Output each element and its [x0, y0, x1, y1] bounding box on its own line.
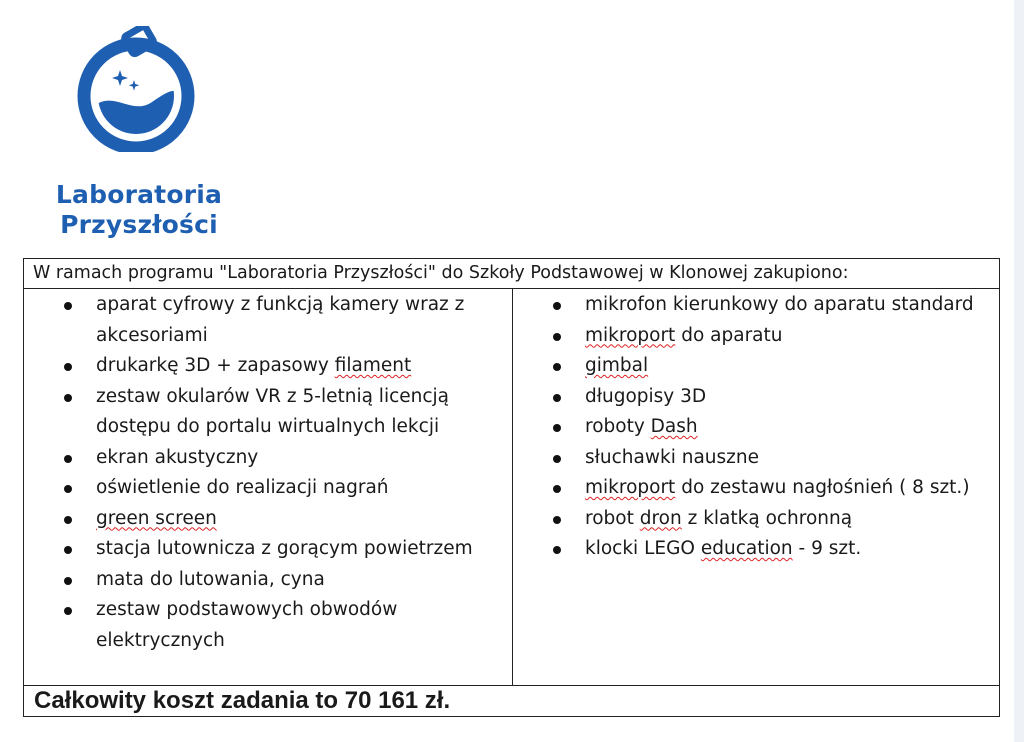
left-item-list: [24, 289, 512, 656]
list-item-text: aparat cyfrowy z funkcją kamery wraz z akcesoriami: [96, 294, 465, 346]
list-item-text: klocki LEGO: [585, 538, 701, 559]
list-item-text: dron: [639, 507, 682, 529]
list-item-text: ekran akustyczny: [96, 446, 259, 468]
list-item: [24, 565, 512, 596]
bullet-icon: [64, 607, 72, 615]
list-item-text: roboty: [585, 416, 651, 437]
list-item: [24, 382, 512, 443]
list-item-text: robot: [585, 507, 640, 529]
logo-text-line1: Laboratoria: [55, 180, 223, 209]
list-item: [513, 290, 999, 321]
bullet-icon: [553, 394, 561, 402]
purchase-table: [23, 258, 1000, 717]
list-item-text: mikroport: [585, 477, 676, 498]
list-item-text: zestaw podstawowych obwodów elektrycznych: [96, 599, 398, 651]
list-item-text: gimbal: [585, 355, 649, 376]
list-item-text: oświetlenie do realizacji nagrań: [96, 477, 389, 498]
left-column: [24, 289, 513, 685]
bullet-icon: [553, 546, 561, 554]
intro-text: W ramach programu "Laboratoria Przyszłości" do Szkoły Podstawowej w Klonowej zakupiono:: [24, 259, 999, 289]
total-cost: Całkowity koszt zadania to 70 161 zł.: [24, 685, 999, 716]
list-item-text: mikrofon kierunkowy do aparatu standard: [585, 294, 974, 315]
list-item: [24, 443, 512, 474]
list-item: [513, 321, 999, 352]
list-item: [24, 351, 512, 382]
bullet-icon: [553, 455, 561, 463]
list-item-text: stacja lutownicza z gorącym powietrzem: [96, 538, 473, 559]
list-item: [24, 504, 512, 535]
list-item: [513, 473, 999, 504]
list-item-text: do aparatu: [675, 324, 783, 346]
bullet-icon: [64, 485, 72, 493]
list-item: [513, 351, 999, 382]
bullet-icon: [64, 302, 72, 310]
right-item-list: [513, 289, 999, 565]
page-edge: [1014, 0, 1024, 742]
list-item: [513, 443, 999, 474]
list-item: [24, 473, 512, 504]
bullet-icon: [64, 546, 72, 554]
bullet-icon: [553, 424, 561, 432]
bullet-icon: [64, 516, 72, 524]
list-item-text: długopisy 3D: [585, 385, 707, 407]
bullet-icon: [64, 577, 72, 585]
bullet-icon: [553, 333, 561, 341]
right-column: [513, 289, 999, 685]
bullet-icon: [64, 363, 72, 371]
list-item: [513, 382, 999, 413]
bullet-icon: [553, 302, 561, 310]
flask-icon: [76, 26, 202, 152]
laboratoria-logo: [54, 26, 224, 242]
bullet-icon: [553, 485, 561, 493]
list-item: [24, 290, 512, 351]
list-item-text: - 9 szt.: [792, 538, 862, 559]
list-item: [24, 595, 512, 656]
list-item-text: filament: [334, 355, 412, 376]
list-item: [513, 412, 999, 443]
list-item: [24, 534, 512, 565]
bullet-icon: [64, 455, 72, 463]
logo-text-line2: Przyszłości: [60, 210, 218, 239]
list-item-text: green screen: [96, 507, 217, 529]
list-item-text: do zestawu nagłośnień ( 8 szt.): [675, 477, 970, 498]
list-item-text: zestaw okularów VR z 5-letnią licencją dostępu do portalu wirtualnych lekcji: [96, 385, 450, 437]
list-item-text: słuchawki nauszne: [585, 446, 759, 468]
list-item-text: drukarkę 3D + zapasowy: [96, 355, 335, 376]
list-item-text: mikroport: [585, 324, 676, 346]
bullet-icon: [553, 516, 561, 524]
list-item: [513, 504, 999, 535]
list-item-text: z klatką ochronną: [681, 507, 853, 529]
list-item-text: Dash: [650, 416, 698, 437]
bullet-icon: [553, 363, 561, 371]
list-item-text: mata do lutowania, cyna: [96, 568, 325, 590]
bullet-icon: [64, 394, 72, 402]
list-item: [513, 534, 999, 565]
list-item-text: education: [700, 538, 793, 559]
